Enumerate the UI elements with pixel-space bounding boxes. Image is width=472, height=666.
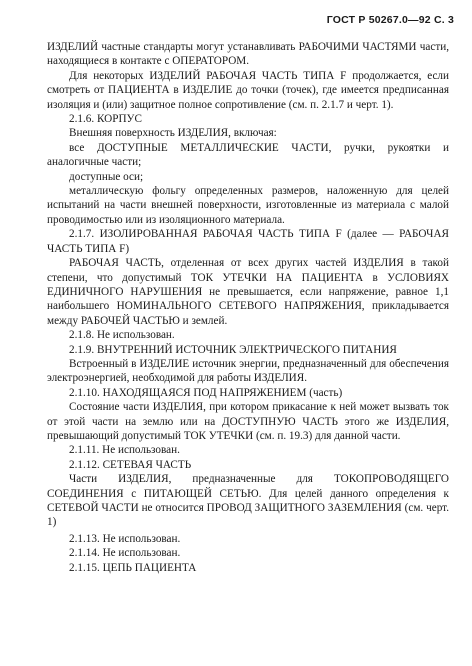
section-2-1-11: 2.1.11. Не использован.: [69, 444, 180, 457]
paragraph-enclosure-intro: Внешняя поверхность ИЗДЕЛИЯ, включая:: [69, 127, 277, 140]
paragraph-type-f-definition: РАБОЧАЯ ЧАСТЬ, отделенная от всех других частей ИЗДЕЛИЯ в такой степени, что допустимый ТОК УТЕЧКИ НА ПАЦИЕНТА в УСЛОВИЯХ ЕДИНИЧНОГО НАРУШЕНИЯ не превышается, если напряжение, равное 1,1 наибольшего НОМИНАЛЬНОГО СЕТЕВОГО НАПРЯЖЕНИЯ, прикладывается между РАБОЧЕЙ ЧАСТЬЮ и землей.: [47, 257, 449, 327]
list-item-axes: доступные оси;: [69, 170, 144, 183]
list-item-metal-parts: все ДОСТУПНЫЕ МЕТАЛЛИЧЕСКИЕ ЧАСТИ, ручки, рукоятки и аналогичные части;: [47, 141, 449, 169]
section-2-1-8: 2.1.8. Не использован.: [69, 329, 175, 342]
paragraph-mains-part: Части ИЗДЕЛИЯ, предназначенные для ТОКОПРОВОДЯЩЕГО СОЕДИНЕНИЯ с ПИТАЮЩЕЙ СЕТЬЮ. Для целей данного определения к СЕТЕВОЙ ЧАСТИ не относится ПРОВОД ЗАЩИТНОГО ЗАЗЕМЛЕНИЯ (см. черт. 1): [47, 473, 449, 529]
section-heading-2-1-12: 2.1.12. СЕТЕВАЯ ЧАСТЬ: [69, 458, 192, 471]
paragraph-live-part: Состояние части ИЗДЕЛИЯ, при котором прикасание к ней может вызвать ток от этой части на землю или на ДОСТУПНУЮ ЧАСТЬ этого же ИЗДЕЛИЯ, превышающий допустимый ТОК УТЕЧКИ (см. п. 19.3) для данной части.: [47, 401, 449, 442]
paragraph-internal-source: Встроенный в ИЗДЕЛИЕ источник энергии, предназначенный для обеспечения электроэнергией, необходимой для работы ИЗДЕЛИЯ.: [47, 357, 449, 385]
section-2-1-13: 2.1.13. Не использован.: [69, 532, 181, 545]
section-heading-2-1-7: 2.1.7. ИЗОЛИРОВАННАЯ РАБОЧАЯ ЧАСТЬ ТИПА F (далее — РАБОЧАЯ ЧАСТЬ ТИПА F): [47, 228, 449, 255]
section-heading-2-1-15: 2.1.15. ЦЕПЬ ПАЦИЕНТА: [69, 561, 197, 574]
section-heading-2-1-10: 2.1.10. НАХОДЯЩАЯСЯ ПОД НАПРЯЖЕНИЕМ (часть): [69, 386, 343, 399]
section-2-1-14: 2.1.14. Не использован.: [69, 547, 181, 560]
section-heading-2-1-9: 2.1.9. ВНУТРЕННИЙ ИСТОЧНИК ЭЛЕКТРИЧЕСКОГО ПИТАНИЯ: [69, 343, 397, 356]
list-item-foil: металлическую фольгу определенных размеров, наложенную для целей испытаний на части внешней поверхности, изготовленные из материала с малой проводимостью или из изоляционного материала.: [47, 185, 449, 226]
page-header: ГОСТ Р 50267.0—92 С. 3: [326, 14, 454, 26]
paragraph-type-f-extension: Для некоторых ИЗДЕЛИЙ РАБОЧАЯ ЧАСТЬ ТИПА F продолжается, если смотреть от ПАЦИЕНТА в ИЗДЕЛИЕ до точки (точек), где имеется предписанная изоляция и (или) защитное полное сопротивление (см. п. 2.1.7 и черт. 1).: [47, 69, 449, 111]
paragraph-continued-worker-parts: ИЗДЕЛИЙ частные стандарты могут устанавливать РАБОЧИМИ ЧАСТЯМИ части, находящиеся в контакте с ОПЕРАТОРОМ.: [47, 41, 449, 68]
document-body: [47, 40, 449, 575]
section-heading-2-1-6: 2.1.6. КОРПУС: [69, 113, 142, 126]
